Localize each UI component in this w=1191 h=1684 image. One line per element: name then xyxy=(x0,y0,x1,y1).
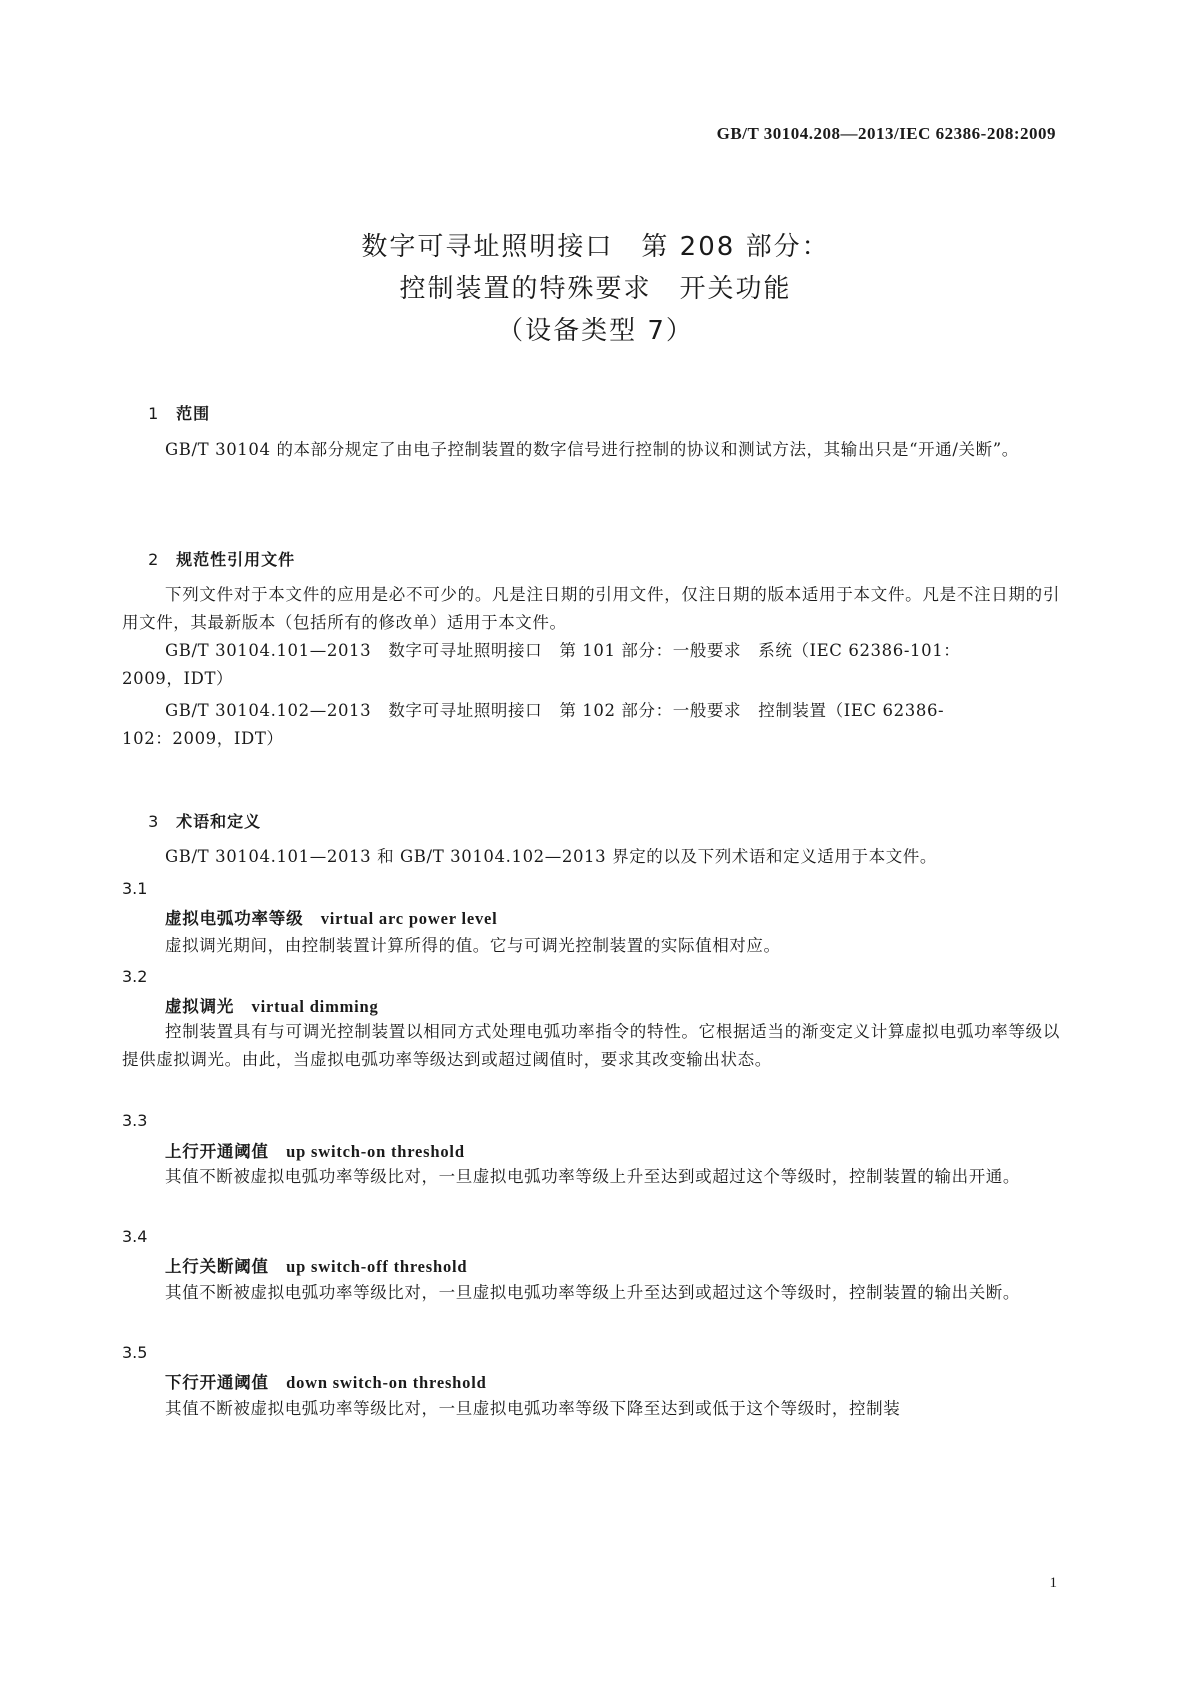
term-cn: 上行关断阈值 xyxy=(165,1257,269,1276)
section-heading-terms xyxy=(135,790,261,832)
title-line-1: 数字可寻址照明接口 第 208 部分： xyxy=(361,232,830,262)
term-en: up switch-off threshold xyxy=(286,1257,468,1276)
term-definition: 控制装置具有与可调光控制装置以相同方式处理电弧功率指令的特性。它根据适当的渐变定义计算虚拟电弧功率等级以提供虚拟调光。由此，当虚拟电弧功率等级达到或超过阈值时，要求其改变输出状态。 xyxy=(122,1022,1060,1069)
term-heading xyxy=(165,993,379,1017)
section-title: 范围 xyxy=(176,404,211,423)
section-heading-scope xyxy=(135,382,210,424)
term-en: virtual dimming xyxy=(251,997,379,1016)
term-definition: 其值不断被虚拟电弧功率等级比对，一旦虚拟电弧功率等级下降至达到或低于这个等级时，控制装 xyxy=(165,1399,901,1418)
section-number: 3 xyxy=(148,812,160,831)
reference-1-line-2: 2009，IDT） xyxy=(122,669,234,688)
term-heading xyxy=(165,1138,465,1162)
title-line-2: 控制装置的特殊要求 开关功能 xyxy=(399,274,792,304)
term-en: up switch-on threshold xyxy=(286,1142,465,1161)
term-definition: 其值不断被虚拟电弧功率等级比对，一旦虚拟电弧功率等级上升至达到或超过这个等级时，控制装置的输出关断。 xyxy=(165,1283,1020,1302)
term-number: 3.3 xyxy=(122,1111,148,1130)
term-heading xyxy=(165,1253,467,1277)
reference-2-line-2: 102：2009，IDT） xyxy=(122,729,284,748)
scope-paragraph: GB/T 30104 的本部分规定了由电子控制装置的数字信号进行控制的协议和测试方法，其输出只是“开通/关断”。 xyxy=(165,440,1019,459)
term-en: down switch-on threshold xyxy=(286,1373,487,1392)
term-number: 3.2 xyxy=(122,967,148,986)
term-heading xyxy=(165,1369,487,1393)
section-heading-normative-references xyxy=(135,528,295,570)
term-cn: 上行开通阈值 xyxy=(165,1142,269,1161)
section-number: 1 xyxy=(148,404,160,423)
term-number: 3.1 xyxy=(122,879,148,898)
title-line-3: （设备类型 7） xyxy=(497,316,694,346)
term-number: 3.4 xyxy=(122,1227,148,1246)
term-definition: 其值不断被虚拟电弧功率等级比对，一旦虚拟电弧功率等级上升至达到或超过这个等级时，控制装置的输出开通。 xyxy=(165,1167,1020,1186)
terms-intro-paragraph: GB/T 30104.101—2013 和 GB/T 30104.102—2013 界定的以及下列术语和定义适用于本文件。 xyxy=(165,847,938,866)
term-cn: 下行开通阈值 xyxy=(165,1373,269,1392)
term-cn: 虚拟电弧功率等级 xyxy=(165,909,304,928)
reference-1-line-1: GB/T 30104.101—2013 数字可寻址照明接口 第 101 部分：一般要求 系统（IEC 62386-101： xyxy=(165,641,961,660)
reference-2-line-1: GB/T 30104.102—2013 数字可寻址照明接口 第 102 部分：一般要求 控制装置（IEC 62386- xyxy=(165,701,945,720)
section-title: 术语和定义 xyxy=(176,812,262,831)
term-definition: 虚拟调光期间，由控制装置计算所得的值。它与可调光控制装置的实际值相对应。 xyxy=(165,936,781,955)
normative-intro-paragraph: 下列文件对于本文件的应用是必不可少的。凡是注日期的引用文件，仅注日期的版本适用于本文件。凡是不注日期的引用文件，其最新版本（包括所有的修改单）适用于本文件。 xyxy=(122,585,1060,632)
page-number: 1 xyxy=(1049,1575,1057,1591)
section-title: 规范性引用文件 xyxy=(176,550,296,569)
term-en: virtual arc power level xyxy=(320,909,498,928)
section-number: 2 xyxy=(148,550,160,569)
standard-code: GB/T 30104.208—2013/IEC 62386-208:2009 xyxy=(716,124,1056,143)
document-title xyxy=(0,226,1191,352)
term-cn: 虚拟调光 xyxy=(165,997,235,1016)
term-number: 3.5 xyxy=(122,1343,148,1362)
term-heading xyxy=(165,905,498,929)
